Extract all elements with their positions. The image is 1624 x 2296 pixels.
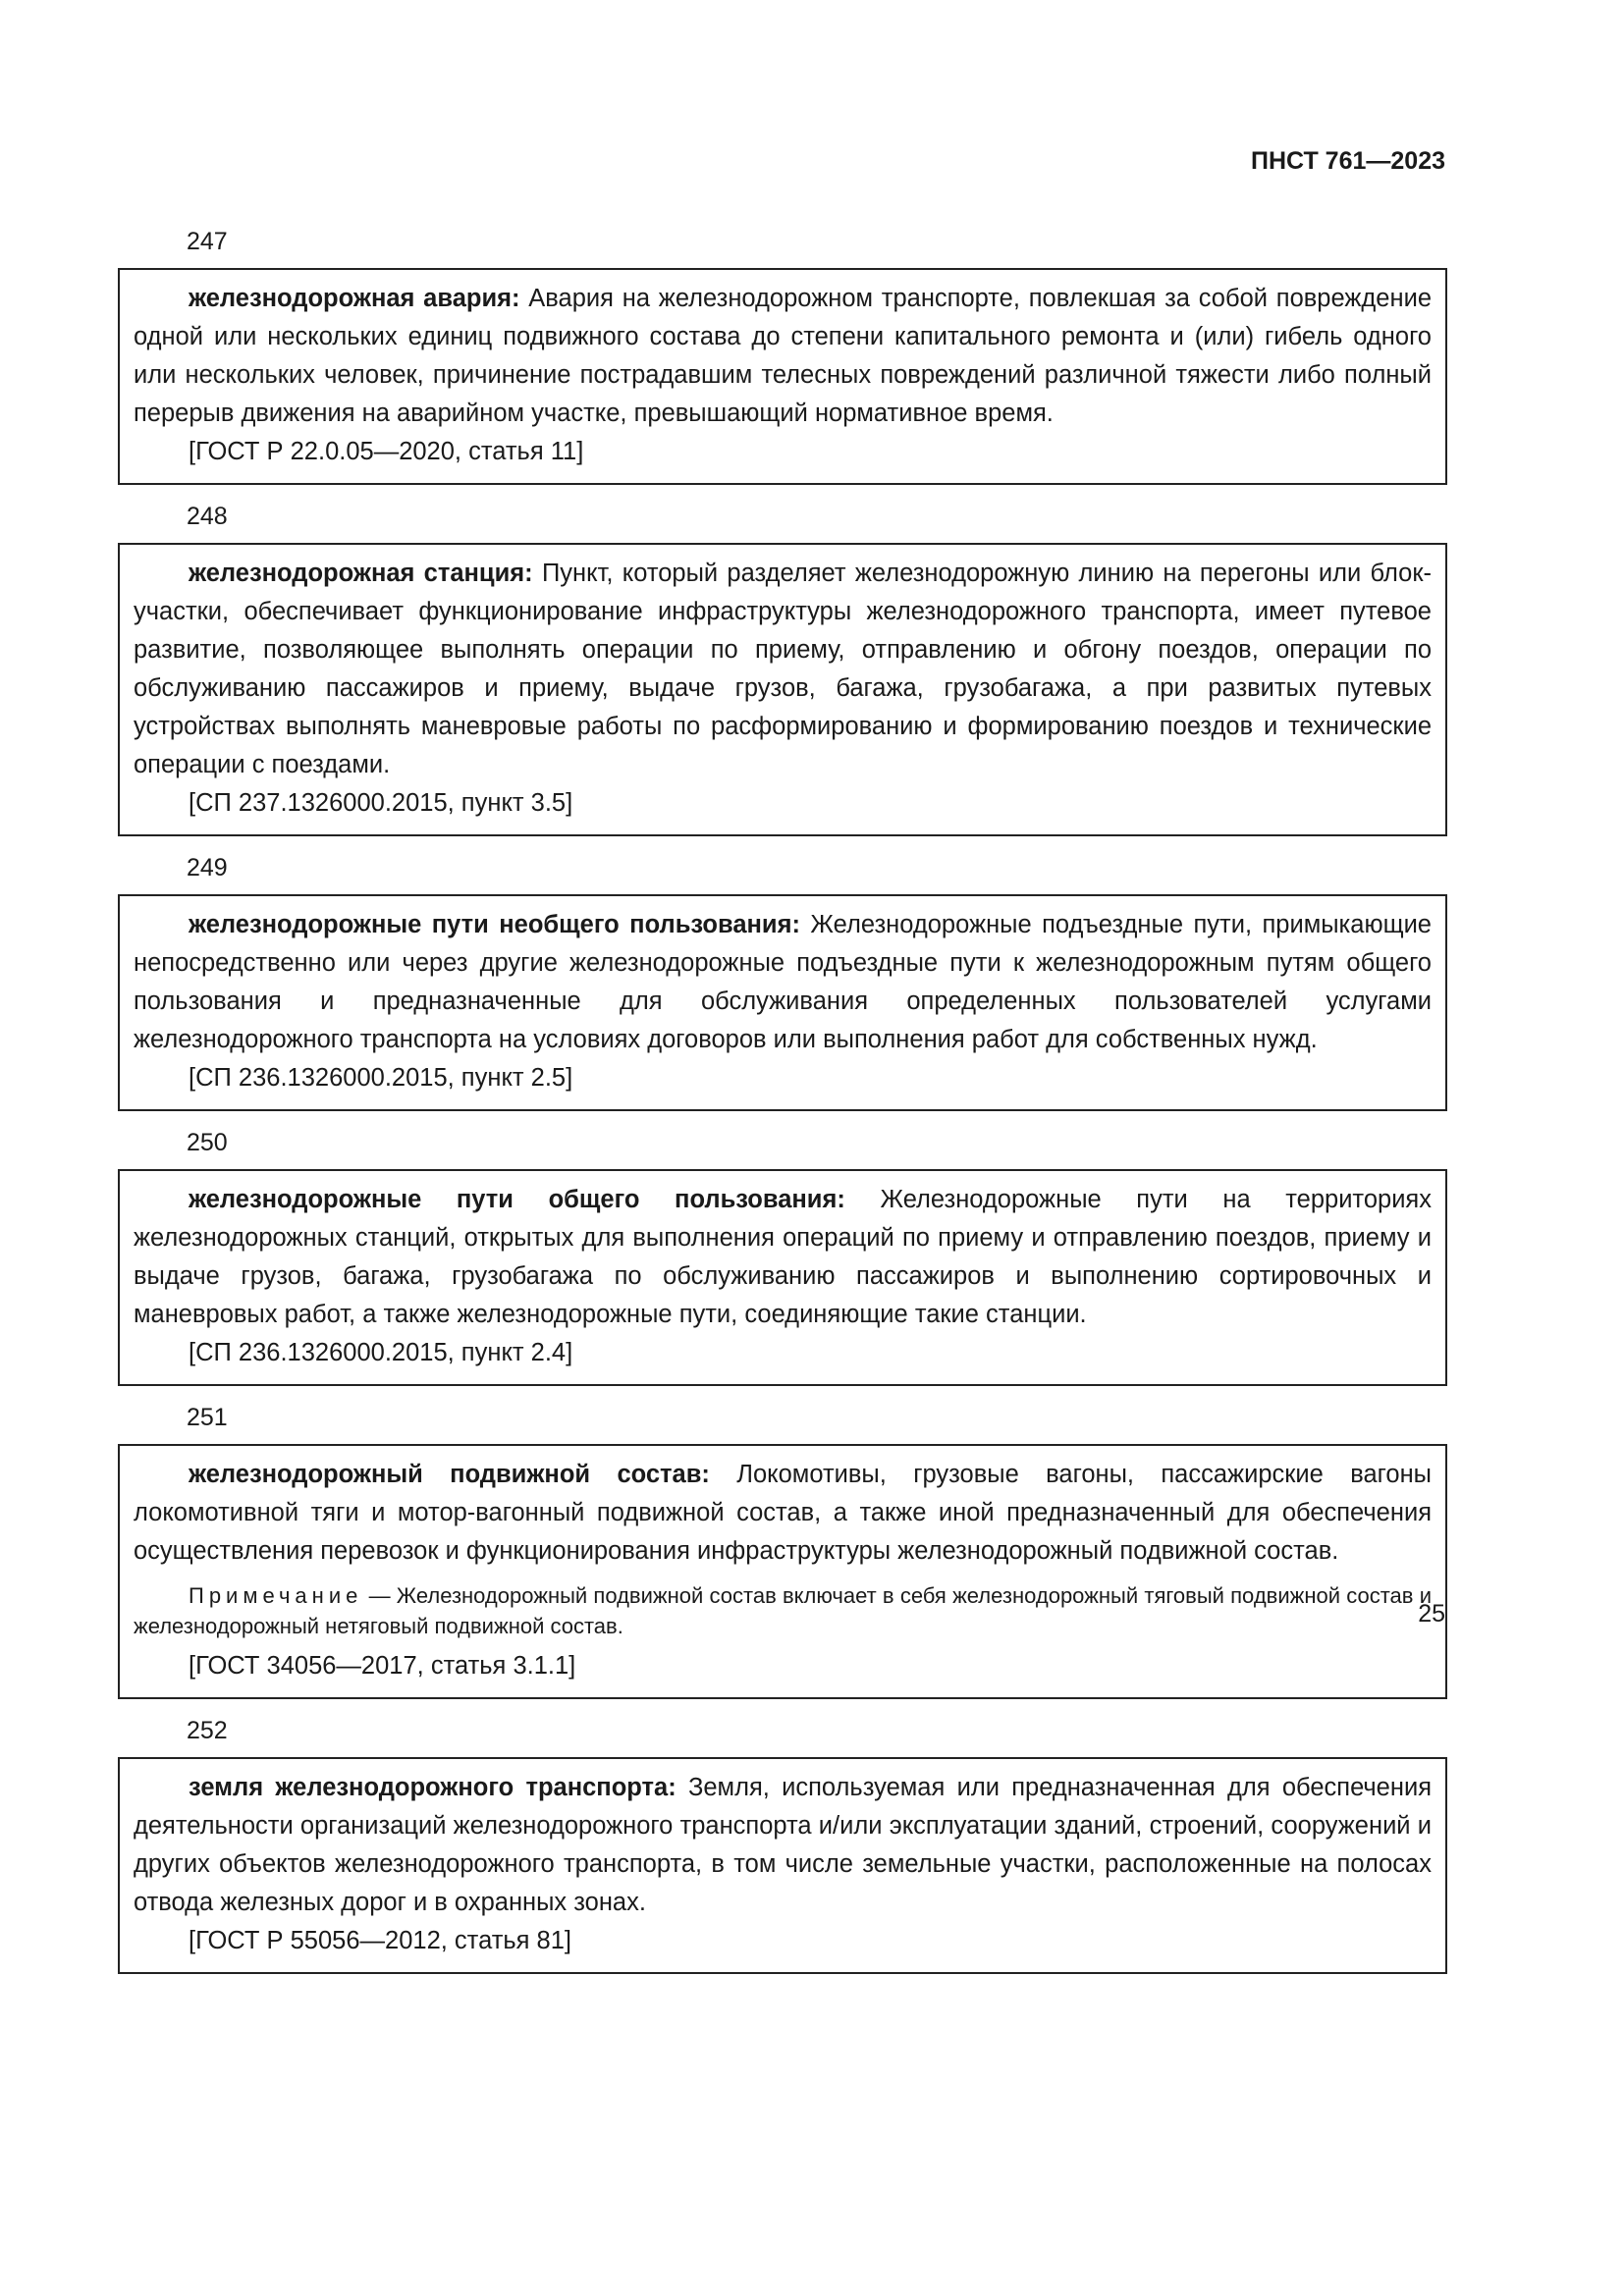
entry-definition-text: Железнодорожные пути на территориях железнодорожных станций, открытых для выполнения операций по приему и отправлению поездов, приему и выдаче грузов, багажа, грузобагажа по обслуживанию пассажиров и выполнению сортировочных и маневровых работ, а также железнодорожные пути, соединяющие такие станции. bbox=[134, 1186, 1432, 1328]
entry-note bbox=[134, 1580, 1432, 1641]
entry-number: 247 bbox=[187, 228, 228, 255]
entry-definition bbox=[134, 1769, 1432, 1922]
entry-definition-text: Земля, используемая или предназначенная для обеспечения деятельности организаций железнодорожного транспорта и/или эксплуатации зданий, строений, сооружений и других объектов железнодорожного транспорта, в том числе земельные участки, расположенные на полосах отвода железных дорог и в охранных зонах. bbox=[134, 1774, 1433, 1916]
entry-term: земля железнодорожного транспорта: bbox=[189, 1774, 677, 1801]
entry-number: 251 bbox=[187, 1404, 228, 1431]
entry-definition-text: Авария на железнодорожном транспорте, повлекшая за собой повреждение одной или нескольких единиц подвижного состава до степени капитального ремонта и (или) гибель одного или нескольких человек, причинение пострадавшим телесных повреждений различной тяжести либо полный перерыв движения на аварийном участке, превышающий нормативное время. bbox=[134, 285, 1432, 427]
entry-definition bbox=[134, 555, 1432, 784]
page-number: 25 bbox=[1418, 1600, 1445, 1628]
note-text: — Железнодорожный подвижной состав включает в себя железнодорожный тяговый подвижной состав и железнодорожный нетяговый подвижной состав. bbox=[134, 1583, 1432, 1638]
entry-definition bbox=[134, 1456, 1432, 1571]
entry-definition-text: Пункт, который разделяет железнодорожную линию на перегоны или блок-участки, обеспечивает функционирование инфраструктуры железнодорожного транспорта, имеет путевое развитие, позволяющее выполнять операции по приему, отправлению и обгону поездов, операции по обслуживанию пассажиров и приему, выдаче грузов, багажа, грузобагажа, а при развитых путевых устройствах выполнять маневровые работы по расформированию и формированию поездов и технические операции с поездами. bbox=[134, 560, 1432, 778]
entry-box-249 bbox=[118, 894, 1447, 1111]
entry-number: 249 bbox=[187, 854, 228, 881]
entry-number: 252 bbox=[187, 1717, 228, 1744]
entry-term: железнодорожные пути общего пользования: bbox=[189, 1186, 845, 1213]
entry-definition-text: Железнодорожные подъездные пути, примыкающие непосредственно или через другие железнодорожные подъездные пути к железнодорожным путям общего пользования и предназначенные для обслуживания определенных пользователей услугами железнодорожного транспорта на условиях договоров или выполнения работ для собственных нужд. bbox=[134, 911, 1432, 1053]
entry-definition-text: Локомотивы, грузовые вагоны, пассажирские вагоны локомотивной тяги и мотор-вагонный подвижной состав, а также иной предназначенный для обеспечения осуществления перевозок и функционирования инфраструктуры железнодорожный подвижной состав. bbox=[134, 1461, 1433, 1565]
entry-term: железнодорожная станция: bbox=[189, 560, 533, 587]
entry-number: 248 bbox=[187, 503, 228, 530]
entry-source: [ГОСТ 34056—2017, статья 3.1.1] bbox=[189, 1652, 576, 1680]
entry-source: [СП 237.1326000.2015, пункт 3.5] bbox=[189, 789, 573, 817]
entry-number: 250 bbox=[187, 1129, 228, 1156]
document-code: ПНСТ 761—2023 bbox=[1251, 147, 1445, 175]
entry-definition bbox=[134, 280, 1432, 433]
entry-box-250 bbox=[118, 1169, 1447, 1386]
entry-box-247 bbox=[118, 268, 1447, 485]
entry-term: железнодорожный подвижной состав: bbox=[189, 1461, 710, 1488]
entry-source: [СП 236.1326000.2015, пункт 2.4] bbox=[189, 1339, 573, 1366]
entry-term: железнодорожная авария: bbox=[189, 285, 520, 312]
term-entries bbox=[118, 222, 1447, 1986]
entry-source: [СП 236.1326000.2015, пункт 2.5] bbox=[189, 1064, 573, 1092]
note-label: Примечание bbox=[189, 1583, 363, 1608]
entry-definition bbox=[134, 906, 1432, 1059]
entry-box-248 bbox=[118, 543, 1447, 836]
entry-definition bbox=[134, 1181, 1432, 1334]
entry-source: [ГОСТ Р 22.0.05—2020, статья 11] bbox=[189, 438, 584, 465]
entry-term: железнодорожные пути необщего пользования: bbox=[189, 911, 800, 938]
entry-box-252 bbox=[118, 1757, 1447, 1974]
entry-box-251 bbox=[118, 1444, 1447, 1699]
entry-source: [ГОСТ Р 55056—2012, статья 81] bbox=[189, 1927, 571, 1954]
